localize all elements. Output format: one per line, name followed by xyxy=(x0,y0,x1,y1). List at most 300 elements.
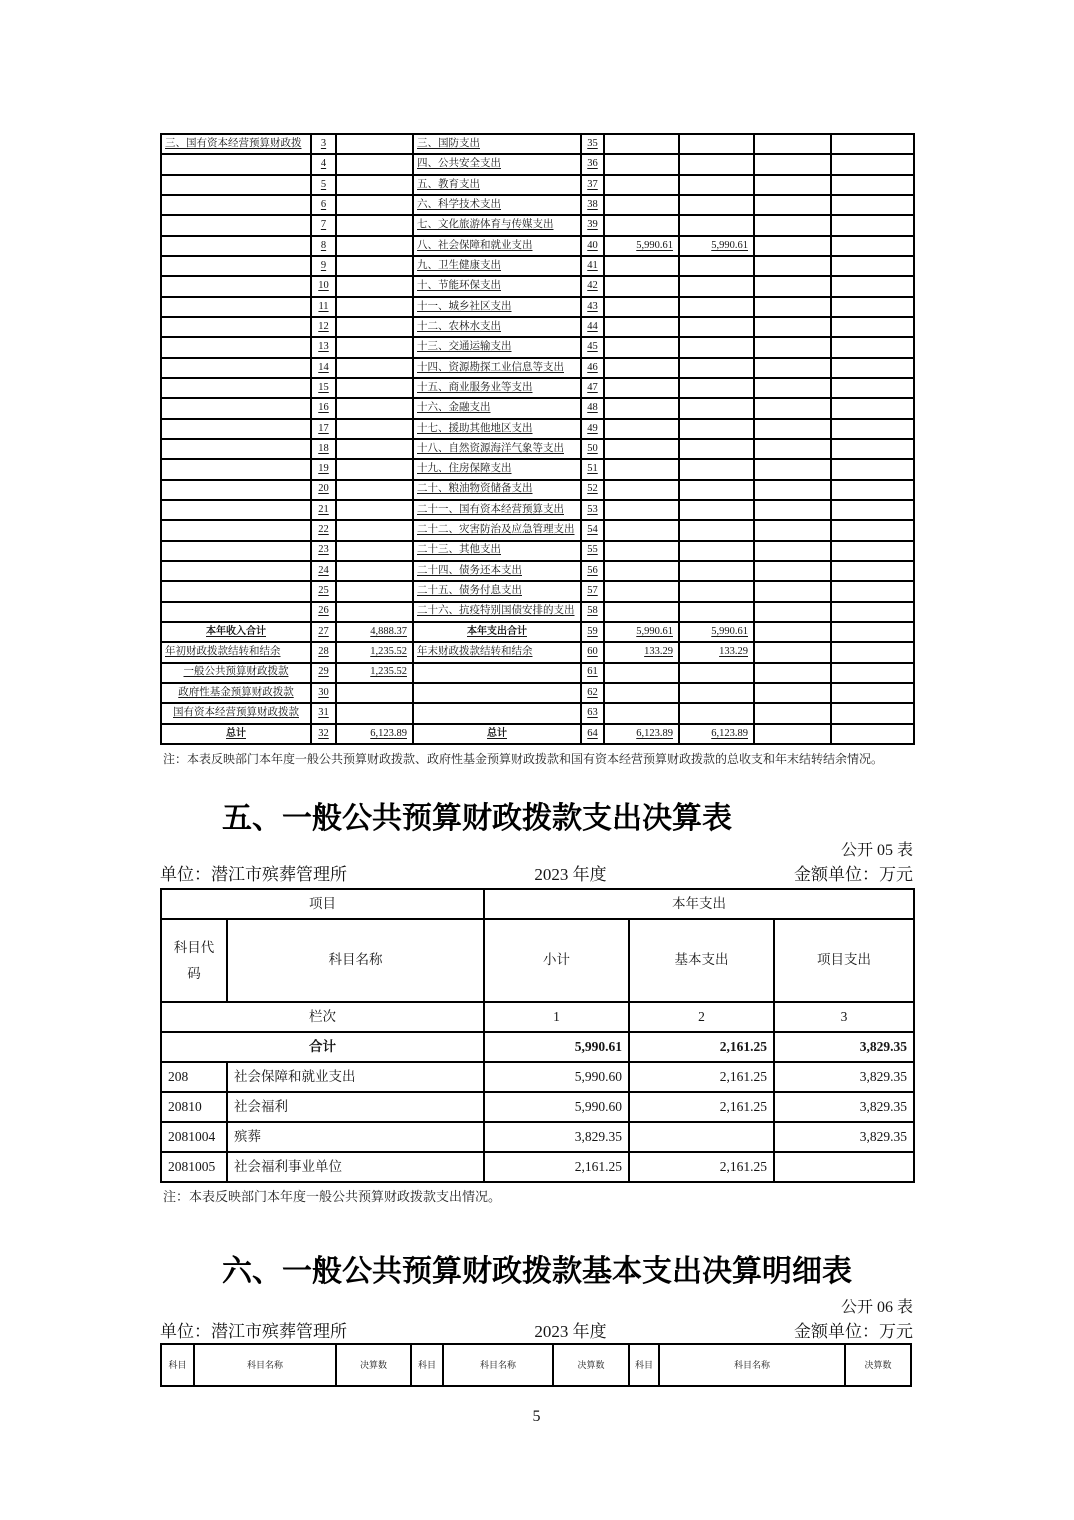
expense-total-cell xyxy=(604,175,679,195)
expense-gpb-cell xyxy=(679,541,754,561)
expense-line-no-cell: 39 xyxy=(581,215,604,235)
expense-soc-cell xyxy=(831,276,914,296)
income-item-cell xyxy=(161,256,311,276)
summary-row xyxy=(161,398,914,418)
income-amount-cell xyxy=(336,337,413,357)
expense-line-no-cell: 63 xyxy=(581,703,604,723)
expense-gov-fund-cell xyxy=(754,642,831,662)
expense-gpb-cell: 5,990.61 xyxy=(679,236,754,256)
expense-total-cell xyxy=(604,154,679,174)
expense-line-no-cell: 55 xyxy=(581,541,604,561)
income-line-no-cell: 25 xyxy=(311,581,336,601)
subject-col-header: 科目 xyxy=(411,1344,443,1386)
expense-gpb-cell xyxy=(679,175,754,195)
expense-line-no-cell: 40 xyxy=(581,236,604,256)
expense-soc-cell xyxy=(831,480,914,500)
expense-total-cell xyxy=(604,297,679,317)
expense-soc-cell xyxy=(831,236,914,256)
summary-table-note: 注：本表反映部门本年度一般公共预算财政拨款、政府性基金预算财政拨款和国有资本经营预算财政拨款的总收支和年末结转结余情况。 xyxy=(163,752,884,766)
expense-gpb-cell xyxy=(679,378,754,398)
expense-soc-cell xyxy=(831,439,914,459)
expense-item-cell: 六、科学技术支出 xyxy=(413,195,581,215)
income-amount-cell xyxy=(336,297,413,317)
basic-expense-detail-table xyxy=(160,1343,912,1387)
expense-item-cell: 二十五、债务付息支出 xyxy=(413,581,581,601)
summary-row xyxy=(161,256,914,276)
expense-gpb-cell xyxy=(679,358,754,378)
income-amount-cell: 1,235.52 xyxy=(336,642,413,662)
income-amount-cell xyxy=(336,602,413,622)
expense-gpb-cell xyxy=(679,459,754,479)
summary-row xyxy=(161,195,914,215)
summary-row xyxy=(161,520,914,540)
expense-gov-fund-cell xyxy=(754,236,831,256)
expense-soc-cell xyxy=(831,703,914,723)
income-item-cell xyxy=(161,276,311,296)
income-amount-cell xyxy=(336,500,413,520)
expense-gov-fund-cell xyxy=(754,439,831,459)
income-line-no-cell: 20 xyxy=(311,480,336,500)
expense-total-cell: 5,990.61 xyxy=(604,236,679,256)
expense-soc-cell xyxy=(831,337,914,357)
expense-item-cell: 四、公共安全支出 xyxy=(413,154,581,174)
subject-name-col-header: 科目名称 xyxy=(194,1344,336,1386)
expense-total-cell: 5,990.61 xyxy=(604,622,679,642)
expense-gov-fund-cell xyxy=(754,276,831,296)
expense-soc-cell xyxy=(831,398,914,418)
expense-gpb-cell xyxy=(679,581,754,601)
expense-gov-fund-cell xyxy=(754,398,831,418)
income-amount-cell xyxy=(336,480,413,500)
header-subject-code: 科目代码 xyxy=(161,919,227,1002)
expense-total-cell xyxy=(604,581,679,601)
expense-soc-cell xyxy=(831,378,914,398)
summary-row xyxy=(161,683,914,703)
section5-table-label: 公开 05 表 xyxy=(840,842,913,859)
income-amount-cell xyxy=(336,358,413,378)
summary-row xyxy=(161,297,914,317)
subtotal-cell: 5,990.60 xyxy=(484,1092,629,1122)
income-item-cell xyxy=(161,602,311,622)
expense-item-cell: 十、节能环保支出 xyxy=(413,276,581,296)
expense-gpb-cell xyxy=(679,439,754,459)
income-amount-cell: 4,888.37 xyxy=(336,622,413,642)
income-item-cell xyxy=(161,236,311,256)
expense-soc-cell xyxy=(831,724,914,744)
expense-item-cell: 三、国防支出 xyxy=(413,134,581,154)
income-item-cell: 本年收入合计 xyxy=(161,622,311,642)
expense-gov-fund-cell xyxy=(754,602,831,622)
expense-gov-fund-cell xyxy=(754,480,831,500)
expense-gov-fund-cell xyxy=(754,195,831,215)
expense-gov-fund-cell xyxy=(754,541,831,561)
expense-line-no-cell: 36 xyxy=(581,154,604,174)
expense-total-cell xyxy=(604,358,679,378)
header-subject-name: 科目名称 xyxy=(227,919,484,1002)
expense-item-cell xyxy=(413,703,581,723)
expense-total-cell: 133.29 xyxy=(604,642,679,662)
income-amount-cell xyxy=(336,703,413,723)
income-amount-cell xyxy=(336,581,413,601)
expense-line-no-cell: 53 xyxy=(581,500,604,520)
summary-row xyxy=(161,236,914,256)
total-project-cell: 3,829.35 xyxy=(774,1032,914,1062)
basic-expense-cell xyxy=(629,1122,774,1152)
budget-summary-table xyxy=(160,133,915,745)
expense-soc-cell xyxy=(831,195,914,215)
expense-line-no-cell: 64 xyxy=(581,724,604,744)
income-amount-cell xyxy=(336,398,413,418)
final-amount-col-header: 决算数 xyxy=(553,1344,629,1386)
summary-row xyxy=(161,703,914,723)
expense-line-no-cell: 37 xyxy=(581,175,604,195)
income-line-no-cell: 15 xyxy=(311,378,336,398)
basic-expense-cell: 2,161.25 xyxy=(629,1092,774,1122)
expense-item-cell: 七、文化旅游体育与传媒支出 xyxy=(413,215,581,235)
expense-line-no-cell: 59 xyxy=(581,622,604,642)
income-item-cell: 三、国有资本经营预算财政拨 xyxy=(161,134,311,154)
expense-item-cell: 十一、城乡社区支出 xyxy=(413,297,581,317)
section6-amount-unit: 金额单位：万元 xyxy=(794,1322,913,1341)
income-item-cell: 政府性基金预算财政拨款 xyxy=(161,683,311,703)
expense-soc-cell xyxy=(831,297,914,317)
income-line-no-cell: 19 xyxy=(311,459,336,479)
expense-soc-cell xyxy=(831,215,914,235)
summary-row xyxy=(161,663,914,683)
expense-item-cell: 二十二、灾害防治及应急管理支出 xyxy=(413,520,581,540)
expense-item-cell: 八、社会保障和就业支出 xyxy=(413,236,581,256)
summary-row xyxy=(161,154,914,174)
income-amount-cell xyxy=(336,378,413,398)
expense-gov-fund-cell xyxy=(754,317,831,337)
expense-total-cell xyxy=(604,439,679,459)
expense-total-cell xyxy=(604,317,679,337)
income-line-no-cell: 16 xyxy=(311,398,336,418)
income-amount-cell xyxy=(336,317,413,337)
subtotal-cell: 5,990.60 xyxy=(484,1062,629,1092)
expense-item-cell xyxy=(413,663,581,683)
income-amount-cell xyxy=(336,459,413,479)
header-basic-expense: 基本支出 xyxy=(629,919,774,1002)
expense-gov-fund-cell xyxy=(754,419,831,439)
project-expense-cell: 3,829.35 xyxy=(774,1122,914,1152)
summary-row xyxy=(161,581,914,601)
final-amount-col-header: 决算数 xyxy=(336,1344,411,1386)
summary-row xyxy=(161,215,914,235)
subject-col-header: 科目 xyxy=(629,1344,659,1386)
expense-gov-fund-cell xyxy=(754,154,831,174)
expense-line-no-cell: 47 xyxy=(581,378,604,398)
expense-gov-fund-cell xyxy=(754,215,831,235)
income-item-cell: 国有资本经营预算财政拨款 xyxy=(161,703,311,723)
summary-row xyxy=(161,317,914,337)
rank-no-cell: 1 xyxy=(484,1002,629,1032)
expense-gpb-cell xyxy=(679,561,754,581)
summary-row xyxy=(161,602,914,622)
expense-item-cell: 九、卫生健康支出 xyxy=(413,256,581,276)
income-line-no-cell: 8 xyxy=(311,236,336,256)
section5-unit: 单位：潜江市殡葬管理所 xyxy=(160,865,347,884)
section6-unit-line xyxy=(160,1317,913,1342)
expense-soc-cell xyxy=(831,154,914,174)
summary-row xyxy=(161,459,914,479)
total-subtotal-cell: 5,990.61 xyxy=(484,1032,629,1062)
expense-gpb-cell xyxy=(679,276,754,296)
summary-row xyxy=(161,378,914,398)
expense-gov-fund-cell xyxy=(754,378,831,398)
income-line-no-cell: 5 xyxy=(311,175,336,195)
income-item-cell xyxy=(161,500,311,520)
expense-line-no-cell: 54 xyxy=(581,520,604,540)
expense-soc-cell xyxy=(831,663,914,683)
expense-soc-cell xyxy=(831,500,914,520)
expense-soc-cell xyxy=(831,419,914,439)
total-label-cell: 合计 xyxy=(161,1032,484,1062)
rank-no-cell: 2 xyxy=(629,1002,774,1032)
income-item-cell xyxy=(161,581,311,601)
total-basic-cell: 2,161.25 xyxy=(629,1032,774,1062)
expense-total-cell xyxy=(604,541,679,561)
expense-line-no-cell: 49 xyxy=(581,419,604,439)
income-amount-cell xyxy=(336,154,413,174)
basic-expense-cell: 2,161.25 xyxy=(629,1152,774,1182)
summary-row xyxy=(161,439,914,459)
income-line-no-cell: 21 xyxy=(311,500,336,520)
page-number: 5 xyxy=(532,1408,541,1425)
expense-line-no-cell: 56 xyxy=(581,561,604,581)
expense-total-cell xyxy=(604,500,679,520)
section6-year: 2023 年度 xyxy=(534,1322,607,1341)
summary-row xyxy=(161,500,914,520)
expense-gov-fund-cell xyxy=(754,663,831,683)
income-item-cell: 总计 xyxy=(161,724,311,744)
expense-item-cell: 本年支出合计 xyxy=(413,622,581,642)
expense-line-no-cell: 48 xyxy=(581,398,604,418)
expense-gpb-cell xyxy=(679,602,754,622)
income-item-cell xyxy=(161,480,311,500)
expense-total-cell xyxy=(604,703,679,723)
expense-gpb-cell xyxy=(679,480,754,500)
income-item-cell xyxy=(161,337,311,357)
section6-title: 六、一般公共预算财政拨款基本支出决算明细表 xyxy=(222,1254,852,1289)
subject-code-cell: 20810 xyxy=(161,1092,227,1122)
expense-total-cell xyxy=(604,480,679,500)
income-item-cell: 一般公共预算财政拨款 xyxy=(161,663,311,683)
income-amount-cell xyxy=(336,561,413,581)
expense-gpb-cell xyxy=(679,134,754,154)
expense-item-cell: 总计 xyxy=(413,724,581,744)
income-item-cell xyxy=(161,520,311,540)
subtotal-cell: 3,829.35 xyxy=(484,1122,629,1152)
income-item-cell xyxy=(161,419,311,439)
income-amount-cell: 1,235.52 xyxy=(336,663,413,683)
income-amount-cell xyxy=(336,439,413,459)
expense-line-no-cell: 38 xyxy=(581,195,604,215)
expense-gpb-cell xyxy=(679,500,754,520)
income-line-no-cell: 23 xyxy=(311,541,336,561)
summary-row xyxy=(161,724,914,744)
expenditure-row xyxy=(161,1092,914,1122)
expense-item-cell: 十七、援助其他地区支出 xyxy=(413,419,581,439)
expenditure-row xyxy=(161,1062,914,1092)
income-item-cell xyxy=(161,378,311,398)
project-expense-cell: 3,829.35 xyxy=(774,1062,914,1092)
summary-row xyxy=(161,337,914,357)
subject-name-col-header: 科目名称 xyxy=(659,1344,845,1386)
income-line-no-cell: 18 xyxy=(311,439,336,459)
expense-total-cell xyxy=(604,520,679,540)
income-line-no-cell: 24 xyxy=(311,561,336,581)
expense-item-cell: 五、教育支出 xyxy=(413,175,581,195)
expense-gov-fund-cell xyxy=(754,256,831,276)
income-item-cell xyxy=(161,358,311,378)
expense-gpb-cell xyxy=(679,419,754,439)
expense-item-cell: 二十一、国有资本经营预算支出 xyxy=(413,500,581,520)
expense-item-cell: 十八、自然资源海洋气象等支出 xyxy=(413,439,581,459)
expense-line-no-cell: 41 xyxy=(581,256,604,276)
income-line-no-cell: 30 xyxy=(311,683,336,703)
expense-gov-fund-cell xyxy=(754,622,831,642)
expense-soc-cell xyxy=(831,520,914,540)
expense-gov-fund-cell xyxy=(754,581,831,601)
expense-item-cell: 二十三、其他支出 xyxy=(413,541,581,561)
expense-soc-cell xyxy=(831,541,914,561)
expense-total-cell xyxy=(604,256,679,276)
expense-gpb-cell xyxy=(679,683,754,703)
summary-row xyxy=(161,642,914,662)
expense-soc-cell xyxy=(831,622,914,642)
income-item-cell xyxy=(161,215,311,235)
expense-soc-cell xyxy=(831,642,914,662)
expense-item-cell: 十四、资源勘探工业信息等支出 xyxy=(413,358,581,378)
expense-item-cell: 十三、交通运输支出 xyxy=(413,337,581,357)
expense-gov-fund-cell xyxy=(754,459,831,479)
section5-year: 2023 年度 xyxy=(534,865,607,884)
income-line-no-cell: 27 xyxy=(311,622,336,642)
expense-total-cell xyxy=(604,337,679,357)
expense-item-cell: 年末财政拨款结转和结余 xyxy=(413,642,581,662)
final-amount-col-header: 决算数 xyxy=(845,1344,911,1386)
expense-gov-fund-cell xyxy=(754,134,831,154)
expense-soc-cell xyxy=(831,581,914,601)
income-amount-cell xyxy=(336,541,413,561)
income-line-no-cell: 12 xyxy=(311,317,336,337)
expense-gov-fund-cell xyxy=(754,561,831,581)
expense-gov-fund-cell xyxy=(754,297,831,317)
section5-unit-line xyxy=(160,860,913,885)
expense-gov-fund-cell xyxy=(754,520,831,540)
summary-row xyxy=(161,480,914,500)
expense-gpb-cell xyxy=(679,297,754,317)
expense-line-no-cell: 62 xyxy=(581,683,604,703)
expense-line-no-cell: 50 xyxy=(581,439,604,459)
expense-line-no-cell: 58 xyxy=(581,602,604,622)
expense-line-no-cell: 46 xyxy=(581,358,604,378)
income-amount-cell xyxy=(336,683,413,703)
expense-line-no-cell: 35 xyxy=(581,134,604,154)
income-amount-cell xyxy=(336,175,413,195)
basic-expense-cell: 2,161.25 xyxy=(629,1062,774,1092)
income-line-no-cell: 4 xyxy=(311,154,336,174)
expense-total-cell xyxy=(604,398,679,418)
expense-total-cell xyxy=(604,378,679,398)
expense-total-cell xyxy=(604,276,679,296)
expense-item-cell xyxy=(413,683,581,703)
gpb-table-note: 注：本表反映部门本年度一般公共预算财政拨款支出情况。 xyxy=(163,1189,502,1204)
expense-gpb-cell xyxy=(679,520,754,540)
expense-total-cell xyxy=(604,215,679,235)
subject-code-cell: 2081005 xyxy=(161,1152,227,1182)
income-line-no-cell: 13 xyxy=(311,337,336,357)
summary-row xyxy=(161,541,914,561)
summary-row xyxy=(161,276,914,296)
summary-row xyxy=(161,134,914,154)
expense-item-cell: 二十、粮油物资储备支出 xyxy=(413,480,581,500)
income-item-cell xyxy=(161,195,311,215)
expense-gov-fund-cell xyxy=(754,703,831,723)
expense-gov-fund-cell xyxy=(754,724,831,744)
expense-line-no-cell: 44 xyxy=(581,317,604,337)
expense-gpb-cell xyxy=(679,215,754,235)
income-amount-cell: 6,123.89 xyxy=(336,724,413,744)
summary-row xyxy=(161,622,914,642)
expense-soc-cell xyxy=(831,256,914,276)
income-item-cell xyxy=(161,439,311,459)
section5-amount-unit: 金额单位：万元 xyxy=(794,865,913,884)
income-line-no-cell: 9 xyxy=(311,256,336,276)
expense-gov-fund-cell xyxy=(754,337,831,357)
expense-gpb-cell xyxy=(679,154,754,174)
subject-name-cell: 社会保障和就业支出 xyxy=(227,1062,484,1092)
income-line-no-cell: 6 xyxy=(311,195,336,215)
expense-line-no-cell: 45 xyxy=(581,337,604,357)
summary-row xyxy=(161,419,914,439)
section6-unit: 单位：潜江市殡葬管理所 xyxy=(160,1322,347,1341)
expense-item-cell: 十九、住房保障支出 xyxy=(413,459,581,479)
expense-total-cell xyxy=(604,459,679,479)
expense-item-cell: 十二、农林水支出 xyxy=(413,317,581,337)
expense-soc-cell xyxy=(831,561,914,581)
expense-gpb-cell: 5,990.61 xyxy=(679,622,754,642)
income-line-no-cell: 17 xyxy=(311,419,336,439)
income-line-no-cell: 10 xyxy=(311,276,336,296)
expense-gpb-cell xyxy=(679,398,754,418)
expense-item-cell: 二十六、抗疫特别国债安排的支出 xyxy=(413,602,581,622)
income-amount-cell xyxy=(336,195,413,215)
income-item-cell xyxy=(161,561,311,581)
header-subtotal: 小计 xyxy=(484,919,629,1002)
summary-row xyxy=(161,561,914,581)
income-amount-cell xyxy=(336,215,413,235)
expense-line-no-cell: 51 xyxy=(581,459,604,479)
expense-item-cell: 十六、金融支出 xyxy=(413,398,581,418)
rank-label-cell: 栏次 xyxy=(161,1002,484,1032)
income-amount-cell xyxy=(336,236,413,256)
header-year-expense: 本年支出 xyxy=(484,889,914,919)
expense-total-cell xyxy=(604,663,679,683)
expense-gpb-cell xyxy=(679,663,754,683)
subject-col-header: 科目 xyxy=(161,1344,194,1386)
subject-name-cell: 社会福利事业单位 xyxy=(227,1152,484,1182)
income-item-cell: 年初财政拨款结转和结余 xyxy=(161,642,311,662)
income-line-no-cell: 22 xyxy=(311,520,336,540)
expense-soc-cell xyxy=(831,175,914,195)
subject-name-cell: 社会福利 xyxy=(227,1092,484,1122)
project-expense-cell: 3,829.35 xyxy=(774,1092,914,1122)
income-amount-cell xyxy=(336,520,413,540)
subject-name-col-header: 科目名称 xyxy=(443,1344,553,1386)
income-line-no-cell: 26 xyxy=(311,602,336,622)
